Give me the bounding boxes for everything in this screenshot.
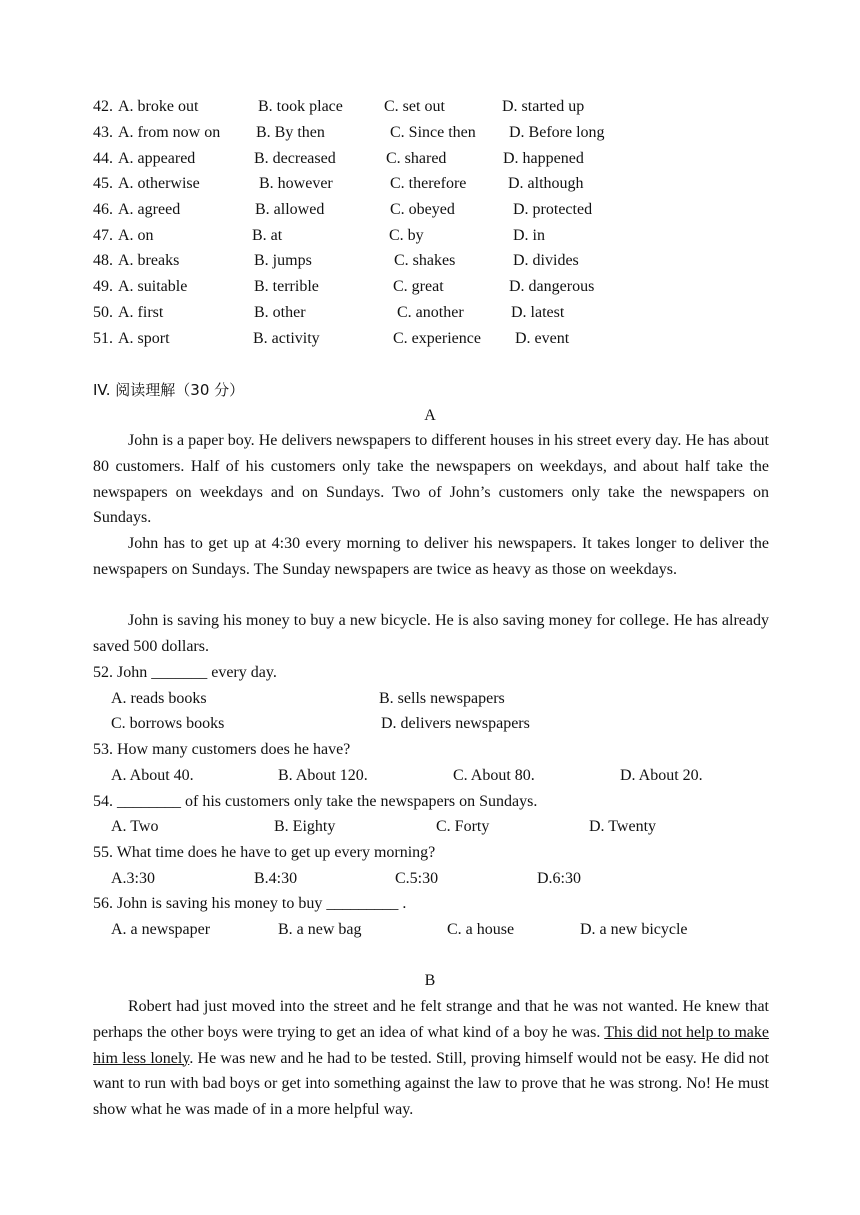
question-55-option-d: D.6:30: [537, 870, 581, 887]
question-52-option-d: D. delivers newspapers: [381, 715, 530, 732]
question-56-option-d: D. a new bicycle: [580, 921, 688, 938]
question-55-option-a: A.3:30: [111, 870, 155, 887]
question-54-option-a: A. Two: [111, 818, 159, 835]
question-56-option-c: C. a house: [447, 921, 515, 938]
question-number: 49.: [93, 278, 113, 295]
question-number: 50.: [93, 304, 113, 321]
option-d: D. started up: [502, 98, 585, 115]
passage-b-text-before: Robert had just moved into the street and he felt strange and that he was not wanted. He knew that perhaps the other boys were trying to get an idea of what kind of a boy he was.: [93, 998, 769, 1041]
passage-b-paragraph: [93, 994, 769, 1123]
option-c: C. therefore: [390, 175, 467, 192]
question-54-option-c: C. Forty: [436, 818, 490, 835]
option-a: A. sport: [118, 330, 170, 347]
option-c: C. great: [393, 278, 444, 295]
question-number: 44.: [93, 150, 113, 167]
option-d: D. event: [515, 330, 570, 347]
option-b: B. took place: [258, 98, 343, 115]
question-number: 43.: [93, 124, 113, 141]
passage-b-text-after: . He was new and he had to be tested. Still, proving himself would not be easy. He did not want to run with bad boys or get into something against the law to prove that he was strong. No! He must show what he was made of in a more helpful way.: [93, 1049, 770, 1119]
option-a: A. from now on: [118, 124, 221, 141]
option-c: C. set out: [384, 98, 445, 115]
option-a: A. appeared: [118, 150, 196, 167]
question-53-stem: 53. How many customers does he have?: [93, 741, 351, 758]
option-b: B. terrible: [254, 278, 319, 295]
option-c: C. Since then: [390, 124, 476, 141]
question-number: 51.: [93, 330, 113, 347]
passage-b-label: B: [424, 972, 436, 989]
option-b: B. By then: [256, 124, 325, 141]
option-d: D. latest: [511, 304, 565, 321]
question-number: 47.: [93, 227, 113, 244]
question-53-option-d: D. About 20.: [620, 767, 703, 784]
option-d: D. happened: [503, 150, 584, 167]
passage-a-paragraph-1: John is a paper boy. He delivers newspapers to different houses in his street every day. He has about 80 customers. Half of his customers only take the newspapers on weekdays, and about half take the newspapers on weekdays and on Sundays. Two of John’s customers only take the newspapers on Sundays.: [93, 432, 769, 527]
question-number: 42.: [93, 98, 113, 115]
option-a: A. on: [118, 227, 154, 244]
question-55-option-b: B.4:30: [254, 870, 298, 887]
option-b: B. allowed: [255, 201, 325, 218]
option-d: D. protected: [513, 201, 593, 218]
question-number: 46.: [93, 201, 113, 218]
question-55-option-c: C.5:30: [395, 870, 439, 887]
question-53-option-c: C. About 80.: [453, 767, 535, 784]
option-a: A. suitable: [118, 278, 188, 295]
option-d: D. dangerous: [509, 278, 595, 295]
option-b: B. at: [252, 227, 283, 244]
option-c: C. another: [397, 304, 464, 321]
passage-b-underlined-sentence: This did not help to make him less lonely: [93, 1023, 770, 1067]
option-b: B. however: [259, 175, 333, 192]
passage-a-paragraph-3: John is saving his money to buy a new bicycle. He is also saving money for college. He has already saved 500 dollars.: [93, 612, 769, 655]
question-53-option-a: A. About 40.: [111, 767, 194, 784]
option-d: D. Before long: [509, 124, 605, 141]
section-heading: IV. 阅读理解（30 分）: [93, 381, 245, 399]
option-c: C. shakes: [394, 252, 456, 269]
question-52-option-a: A. reads books: [111, 690, 207, 707]
question-56-stem: 56. John is saving his money to buy _________ .: [93, 895, 407, 912]
option-a: A. breaks: [118, 252, 180, 269]
question-56-option-a: A. a newspaper: [111, 921, 211, 938]
option-d: D. in: [513, 227, 545, 244]
option-a: A. broke out: [118, 98, 199, 115]
question-55-stem: 55. What time does he have to get up every morning?: [93, 844, 436, 861]
option-b: B. decreased: [254, 150, 336, 167]
option-c: C. by: [389, 227, 424, 244]
option-d: D. divides: [513, 252, 579, 269]
question-52-stem: 52. John _______ every day.: [93, 664, 277, 681]
question-number: 45.: [93, 175, 113, 192]
question-52-option-b: B. sells newspapers: [379, 690, 505, 707]
question-53-option-b: B. About 120.: [278, 767, 368, 784]
passage-a-label: A: [424, 407, 436, 424]
question-54-stem: 54. ________ of his customers only take the newspapers on Sundays.: [93, 793, 538, 810]
question-56-option-b: B. a new bag: [278, 921, 362, 938]
option-b: B. activity: [253, 330, 320, 347]
option-c: C. obeyed: [390, 201, 455, 218]
option-c: C. experience: [393, 330, 481, 347]
question-number: 48.: [93, 252, 113, 269]
option-a: A. first: [118, 304, 164, 321]
option-a: A. otherwise: [118, 175, 200, 192]
option-b: B. other: [254, 304, 306, 321]
option-a: A. agreed: [118, 201, 181, 218]
question-54-option-d: D. Twenty: [589, 818, 657, 835]
option-b: B. jumps: [254, 252, 312, 269]
option-c: C. shared: [386, 150, 447, 167]
passage-a-paragraph-2: John has to get up at 4:30 every morning to deliver his newspapers. It takes longer to deliver the newspapers on Sundays. The Sunday newspapers are twice as heavy as those on weekdays.: [93, 535, 769, 578]
question-52-option-c: C. borrows books: [111, 715, 225, 732]
question-54-option-b: B. Eighty: [274, 818, 336, 835]
option-d: D. although: [508, 175, 584, 192]
